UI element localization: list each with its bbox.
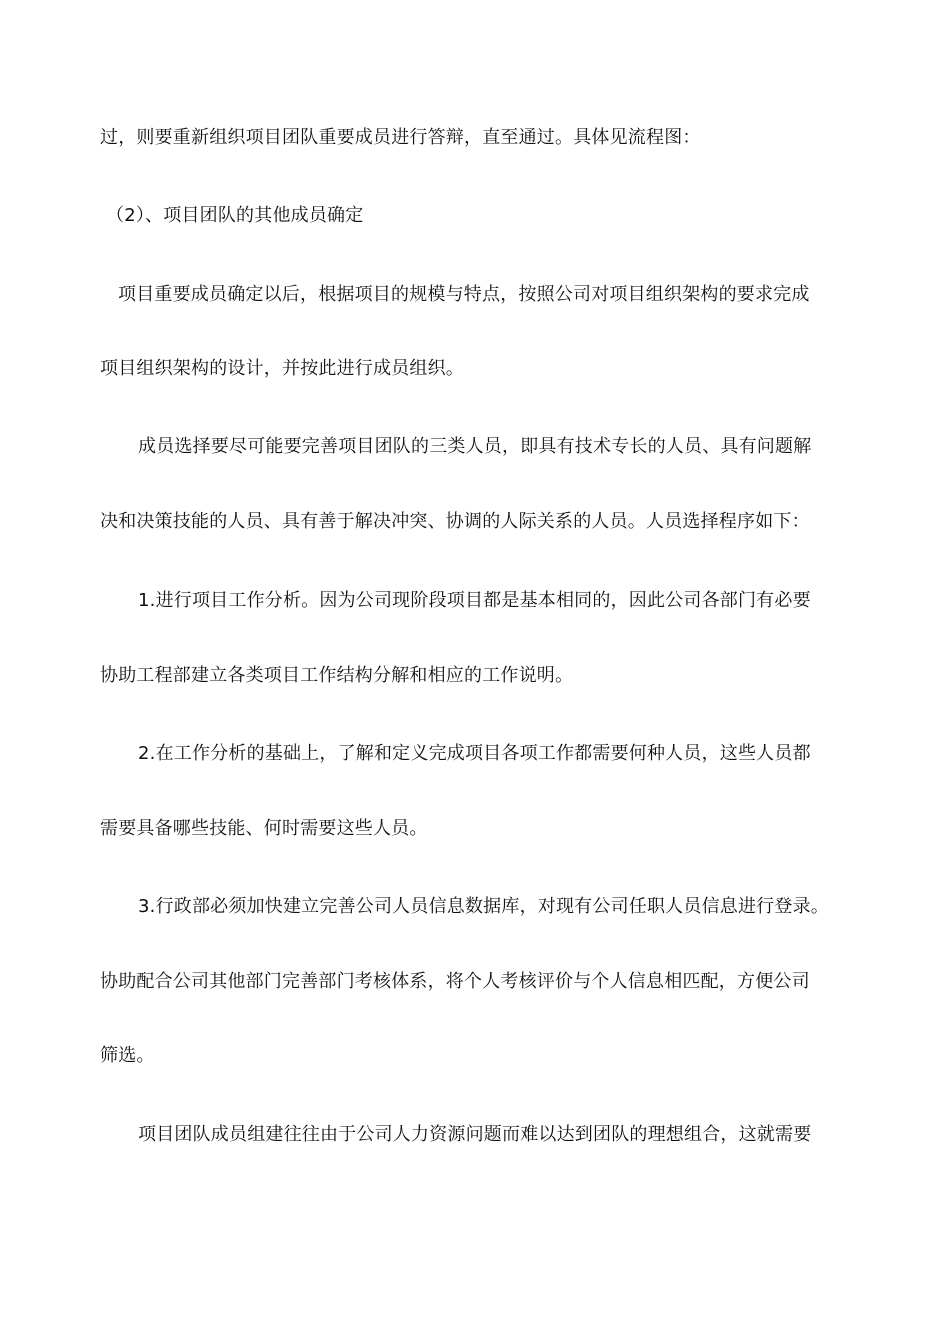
- paragraph-line-1: 过，则要重新组织项目团队重要成员进行答辩，直至通过。具体见流程图：: [100, 127, 701, 148]
- list-item-3-line-2: 协助配合公司其他部门完善部门考核体系，将个人考核评价与个人信息相匹配，方便公司: [100, 971, 810, 992]
- paragraph-line-5: 成员选择要尽可能要完善项目团队的三类人员，即具有技术专长的人员、具有问题解: [138, 436, 812, 457]
- list-item-2-line-1: 2.在工作分析的基础上，了解和定义完成项目各项工作都需要何种人员，这些人员都: [138, 743, 811, 764]
- list-item-1-line-2: 协助工程部建立各类项目工作结构分解和相应的工作说明。: [100, 665, 574, 686]
- list-item-2-line-2: 需要具备哪些技能、何时需要这些人员。: [100, 818, 428, 839]
- list-item-1-line-1: 1.进行项目工作分析。因为公司现阶段项目都是基本相同的，因此公司各部门有必要: [138, 590, 811, 611]
- section-heading: （2）、项目团队的其他成员确定: [106, 205, 364, 226]
- paragraph-line-6: 决和决策技能的人员、具有善于解决冲突、协调的人际关系的人员。人员选择程序如下：: [100, 511, 810, 532]
- list-item-3-line-3: 筛选。: [100, 1045, 155, 1066]
- list-item-3-line-1: 3.行政部必须加快建立完善公司人员信息数据库，对现有公司任职人员信息进行登录。: [138, 896, 829, 917]
- paragraph-last-line: 项目团队成员组建往往由于公司人力资源问题而难以达到团队的理想组合，这就需要: [138, 1124, 812, 1145]
- paragraph-line-3: 项目重要成员确定以后，根据项目的规模与特点，按照公司对项目组织架构的要求完成: [118, 284, 810, 305]
- paragraph-line-4: 项目组织架构的设计，并按此进行成员组织。: [100, 358, 464, 379]
